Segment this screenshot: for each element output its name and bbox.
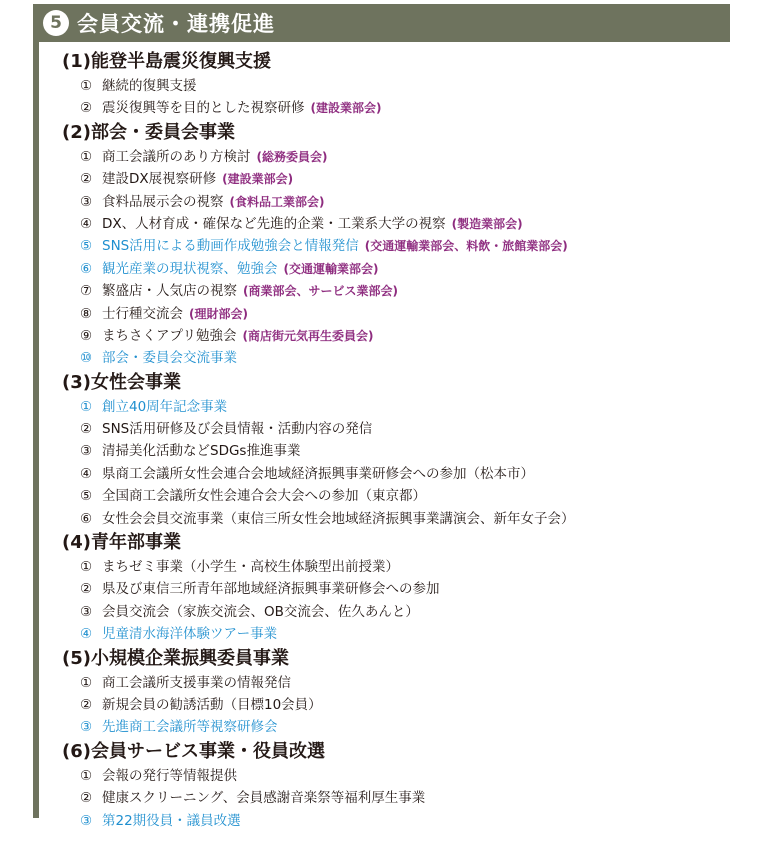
item-text: 会報の発行等情報提供	[102, 767, 237, 784]
item-number: ④	[80, 465, 93, 482]
item-list	[62, 556, 752, 646]
list-item	[62, 463, 752, 485]
list-item	[62, 556, 752, 578]
section	[62, 120, 752, 370]
list-item	[62, 325, 752, 347]
section	[62, 49, 752, 120]
section-title: (6)会員サービス事業・役員改選	[62, 740, 325, 762]
item-text: 士行種交流会	[102, 305, 183, 322]
page-title: 会員交流・連携促進	[77, 12, 275, 36]
item-number: ⑨	[80, 327, 93, 344]
item-text: SNS活用研修及び会員情報・活動内容の発信	[102, 421, 373, 438]
department-tag: (商業部会、サービス業部会)	[243, 284, 398, 299]
item-number: ③	[80, 812, 93, 829]
list-item	[62, 578, 752, 600]
list-item	[62, 168, 752, 190]
section	[62, 370, 752, 530]
item-text: 児童清水海洋体験ツアー事業	[102, 626, 278, 643]
list-item	[62, 623, 752, 645]
item-text: 創立40周年記念事業	[102, 398, 228, 415]
item-number: ③	[80, 719, 93, 736]
list-item	[62, 97, 752, 119]
section	[62, 739, 752, 832]
item-text: 震災復興等を目的とした視察研修	[102, 100, 305, 117]
item-number: ③	[80, 193, 93, 210]
item-number: ③	[80, 443, 93, 460]
item-text: 観光産業の現状視察、勉強会	[102, 260, 278, 277]
item-text: 部会・委員会交流事業	[102, 350, 237, 367]
item-number: ③	[80, 603, 93, 620]
section-title: (1)能登半島震災復興支援	[62, 51, 271, 72]
list-item	[62, 787, 752, 809]
list-item	[62, 694, 752, 716]
number-badge: 5	[43, 10, 69, 36]
list-item	[62, 146, 752, 168]
list-item	[62, 765, 752, 787]
item-number: ⑤	[80, 488, 93, 505]
section-title: (3)女性会事業	[62, 371, 181, 393]
item-number: ⑩	[80, 350, 93, 367]
department-tag: (建設業部会)	[222, 172, 294, 187]
section-title: (5)小規模企業振興委員事業	[62, 647, 289, 669]
item-list	[62, 396, 752, 530]
item-number: ⑧	[80, 305, 93, 322]
item-number: ①	[80, 767, 93, 784]
list-item	[62, 810, 752, 832]
list-item	[62, 418, 752, 440]
list-item	[62, 347, 752, 369]
item-text: 県及び東信三所青年部地域経済振興事業研修会への参加	[102, 581, 440, 598]
item-number: ②	[80, 171, 93, 188]
list-item	[62, 75, 752, 97]
department-tag: (商店街元気再生委員会)	[242, 328, 374, 343]
content-list	[62, 49, 752, 832]
item-number: ①	[80, 559, 93, 576]
item-number: ④	[80, 626, 93, 643]
item-list	[62, 765, 752, 832]
list-item	[62, 672, 752, 694]
item-number: ④	[80, 215, 93, 232]
item-number: ⑤	[80, 238, 93, 255]
list-item	[62, 303, 752, 325]
item-text: 食料品展示会の視察	[102, 193, 224, 210]
item-text: DX、人材育成・確保など先進的企業・工業系大学の視察	[102, 215, 446, 232]
item-number: ①	[80, 148, 93, 165]
department-tag: (食料品工業部会)	[229, 194, 325, 209]
item-number: ①	[80, 78, 93, 94]
item-text: 新規会員の勧誘活動（目標10会員）	[102, 696, 322, 713]
item-text: まちさくアプリ勉強会	[102, 327, 237, 344]
item-text: 先進商工会議所等視察研修会	[102, 719, 278, 736]
department-tag: (総務委員会)	[256, 149, 328, 164]
section	[62, 646, 752, 739]
list-item	[62, 280, 752, 302]
item-text: 健康スクリーニング、会員感謝音楽祭等福利厚生事業	[102, 790, 426, 807]
item-text: 繁盛店・人気店の視察	[102, 283, 237, 300]
section-title: (4)青年部事業	[62, 532, 181, 554]
item-text: 会員交流会（家族交流会、OB交流会、佐久あんと）	[102, 603, 419, 620]
item-text: 商工会議所支援事業の情報発信	[102, 674, 291, 691]
list-item	[62, 716, 752, 738]
item-number: ②	[80, 790, 93, 807]
department-tag: (理財部会)	[189, 306, 248, 321]
list-item	[62, 601, 752, 623]
section	[62, 530, 752, 646]
list-item	[62, 396, 752, 418]
item-list	[62, 75, 752, 120]
department-tag: (交通運輸業部会、料飲・旅館業部会)	[364, 239, 568, 254]
item-number: ②	[80, 100, 93, 117]
item-text: 全国商工会議所女性会連合会大会への参加（東京都）	[102, 488, 426, 505]
item-number: ②	[80, 696, 93, 713]
item-list	[62, 146, 752, 370]
item-text: 継続的復興支援	[102, 78, 197, 94]
list-item	[62, 258, 752, 280]
item-text: 清掃美化活動などSDGs推進事業	[102, 443, 301, 460]
item-number: ⑥	[80, 510, 93, 527]
item-list	[62, 672, 752, 739]
item-text: 建設DX展視察研修	[102, 171, 217, 188]
list-item	[62, 235, 752, 257]
item-text: 女性会会員交流事業（東信三所女性会地域経済振興事業講演会、新年女子会）	[102, 510, 575, 527]
item-number: ①	[80, 674, 93, 691]
list-item	[62, 191, 752, 213]
item-text: 県商工会議所女性会連合会地域経済振興事業研修会への参加（松本市）	[102, 465, 534, 482]
item-number: ⑦	[80, 283, 93, 300]
department-tag: (製造業部会)	[451, 216, 523, 231]
department-tag: (建設業部会)	[310, 101, 382, 116]
list-item	[62, 440, 752, 462]
item-number: ②	[80, 581, 93, 598]
list-item	[62, 485, 752, 507]
item-text: 第22期役員・議員改選	[102, 812, 241, 829]
item-text: 商工会議所のあり方検討	[102, 148, 251, 165]
list-item	[62, 213, 752, 235]
item-number: ⑥	[80, 260, 93, 277]
item-number: ①	[80, 398, 93, 415]
section-title: (2)部会・委員会事業	[62, 121, 235, 143]
list-item	[62, 508, 752, 530]
item-text: まちゼミ事業（小学生・高校生体験型出前授業）	[102, 559, 399, 576]
department-tag: (交通運輸業部会)	[283, 261, 379, 276]
item-text: SNS活用による動画作成勉強会と情報発信	[102, 238, 359, 255]
section-header	[33, 4, 730, 42]
item-number: ②	[80, 421, 93, 438]
left-accent-bar	[33, 40, 39, 818]
